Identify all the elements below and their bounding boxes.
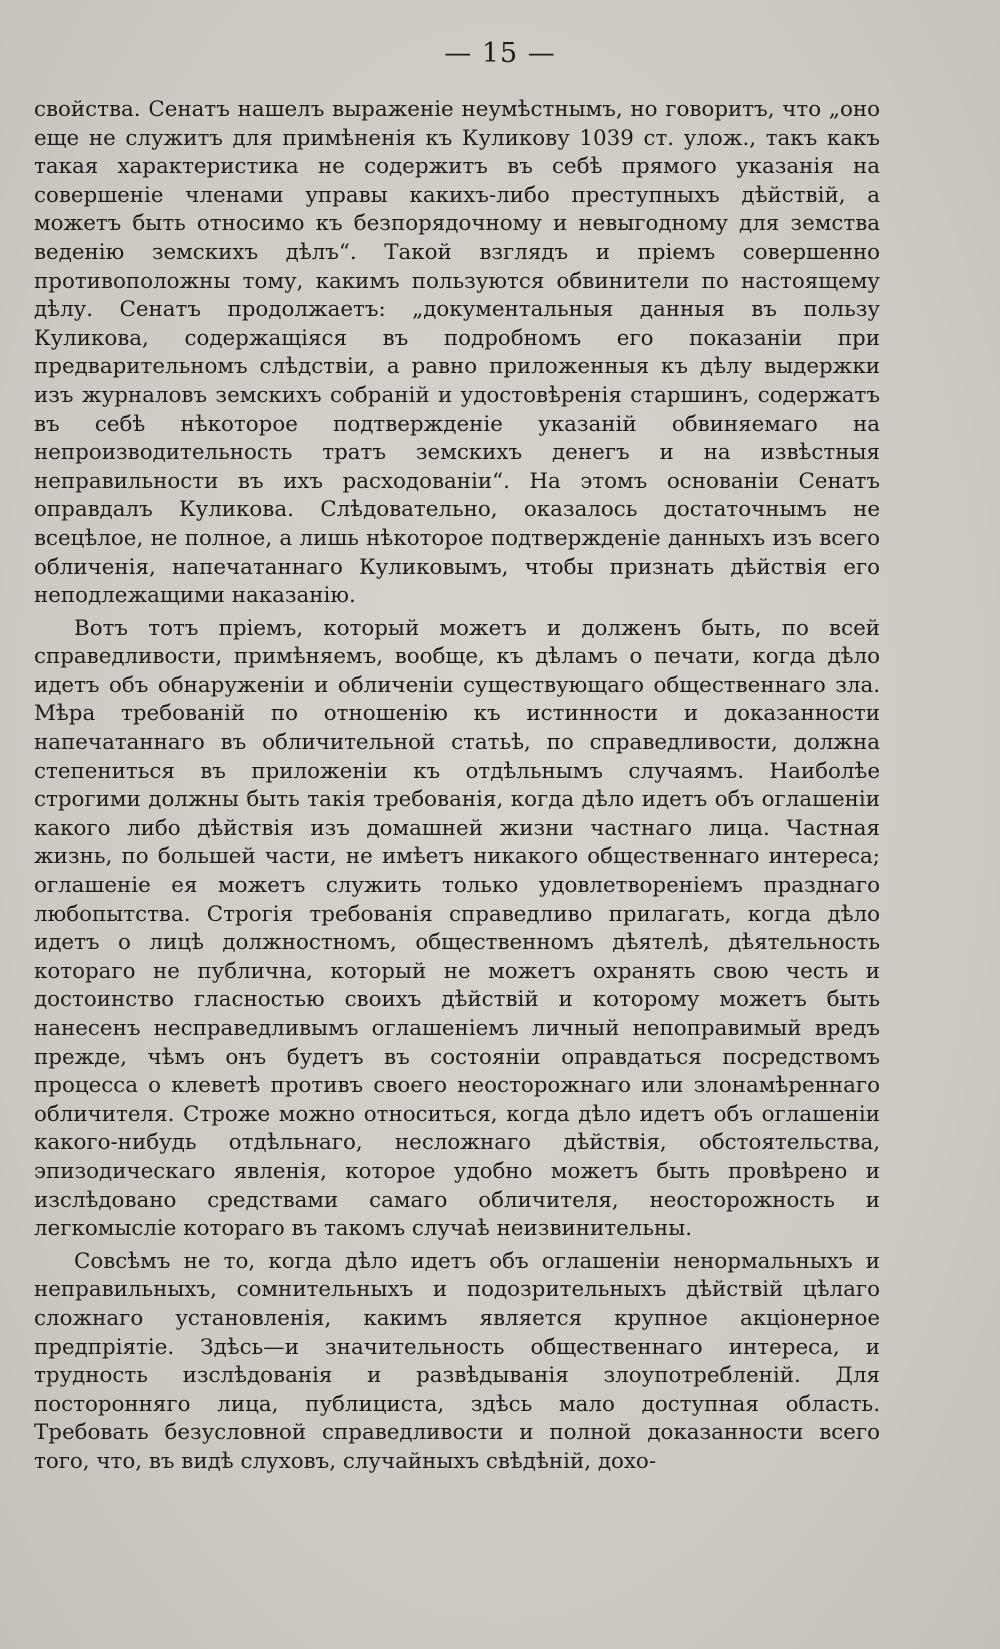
paragraph-1: свойства. Сенатъ нашелъ выраженіе неумѣстнымъ, но говоритъ, что „оно еще не служитъ для примѣненія къ Куликову 1039 ст. улож., такъ какъ такая характеристика не содержитъ въ себѣ прямого указанія на совершеніе членами управы какихъ-либо преступныхъ дѣйствій, а можетъ быть относимо къ безпорядочному и невыгодному для земства веденію земскихъ дѣлъ“. Такой взглядъ и пріемъ совершенно противоположны тому, какимъ пользуются обвинители по настоящему дѣлу. Сенатъ продолжаетъ: „документальныя данныя въ пользу Куликова, содержащіяся въ подробномъ его показаніи при предварительномъ слѣдствіи, а равно приложенныя къ дѣлу выдержки изъ журналовъ земскихъ собраній и удостовѣренія старшинъ, содержатъ въ себѣ нѣкоторое подтвержденіе указаній обвиняемаго на непроизводительность тратъ земскихъ денегъ и на извѣстныя неправильности въ ихъ расходованіи“. На этомъ основаніи Сенатъ оправдалъ Куликова. Слѣдовательно, оказалось достаточнымъ не всецѣлое, не полное, а лишь нѣкоторое подтвержденіе данныхъ изъ всего обличенія, напечатаннаго Куликовымъ, чтобы признать дѣйствія его неподлежащими наказанію. xyxy=(34,97,880,609)
paragraph-2: Вотъ тотъ пріемъ, который можетъ и долженъ быть, по всей справедливости, примѣняемъ, вообще, къ дѣламъ о печати, когда дѣло идетъ объ обнаруженіи и обличеніи существующаго общественнаго зла. Мѣра требованій по отношенію къ истинности и доказанности напечатаннаго въ обличительной статьѣ, по справедливости, должна степениться въ приложеніи къ отдѣльнымъ случаямъ. Наиболѣе строгими должны быть такія требованія, когда дѣло идетъ объ оглашеніи какого либо дѣйствія изъ домашней жизни частнаго лица. Частная жизнь, по большей части, не имѣетъ никакого общественнаго интереса; оглашеніе ея можетъ служить только удовлетвореніемъ празднаго любопытства. Строгія требованія справедливо прилагать, когда дѣло идетъ о лицѣ должностномъ, общественномъ дѣятелѣ, дѣятельность котораго не публична, который не можетъ охранять свою честь и достоинство гласностью своихъ дѣйствій и которому можетъ быть нанесенъ несправедливымъ оглашеніемъ личный непоправимый вредъ прежде, чѣмъ онъ будетъ въ состояніи оправдаться посредствомъ процесса о клеветѣ противъ своего неосторожнаго или злонамѣреннаго обличителя. Строже можно относиться, когда дѣло идетъ объ оглашеніи какого-нибудь отдѣльнаго, несложнаго дѣйствія, обстоятельства, эпизодическаго явленія, которое удобно можетъ быть провѣрено и изслѣдовано средствами самаго обличителя, неосторожность и легкомысліе котораго въ такомъ случаѣ неизвинительны. xyxy=(34,615,880,1242)
paragraph-3: Совсѣмъ не то, когда дѣло идетъ объ оглашеніи ненормальныхъ и неправильныхъ, сомнительныхъ и подозрительныхъ дѣйствій цѣлаго сложнаго установленія, какимъ является крупное акціонерное предпріятіе. Здѣсь—и значительность общественнаго интереса, и трудность изслѣдованія и развѣдыванія злоупотребленій. Для посторонняго лица, публициста, здѣсь мало доступная область. Требовать безусловной справедливости и полной доказанности всего того, что, въ видѣ слуховъ, случайныхъ свѣдѣній, дохо- xyxy=(34,1248,880,1474)
page-number: — 15 — xyxy=(444,38,556,69)
body-text xyxy=(34,96,880,1477)
